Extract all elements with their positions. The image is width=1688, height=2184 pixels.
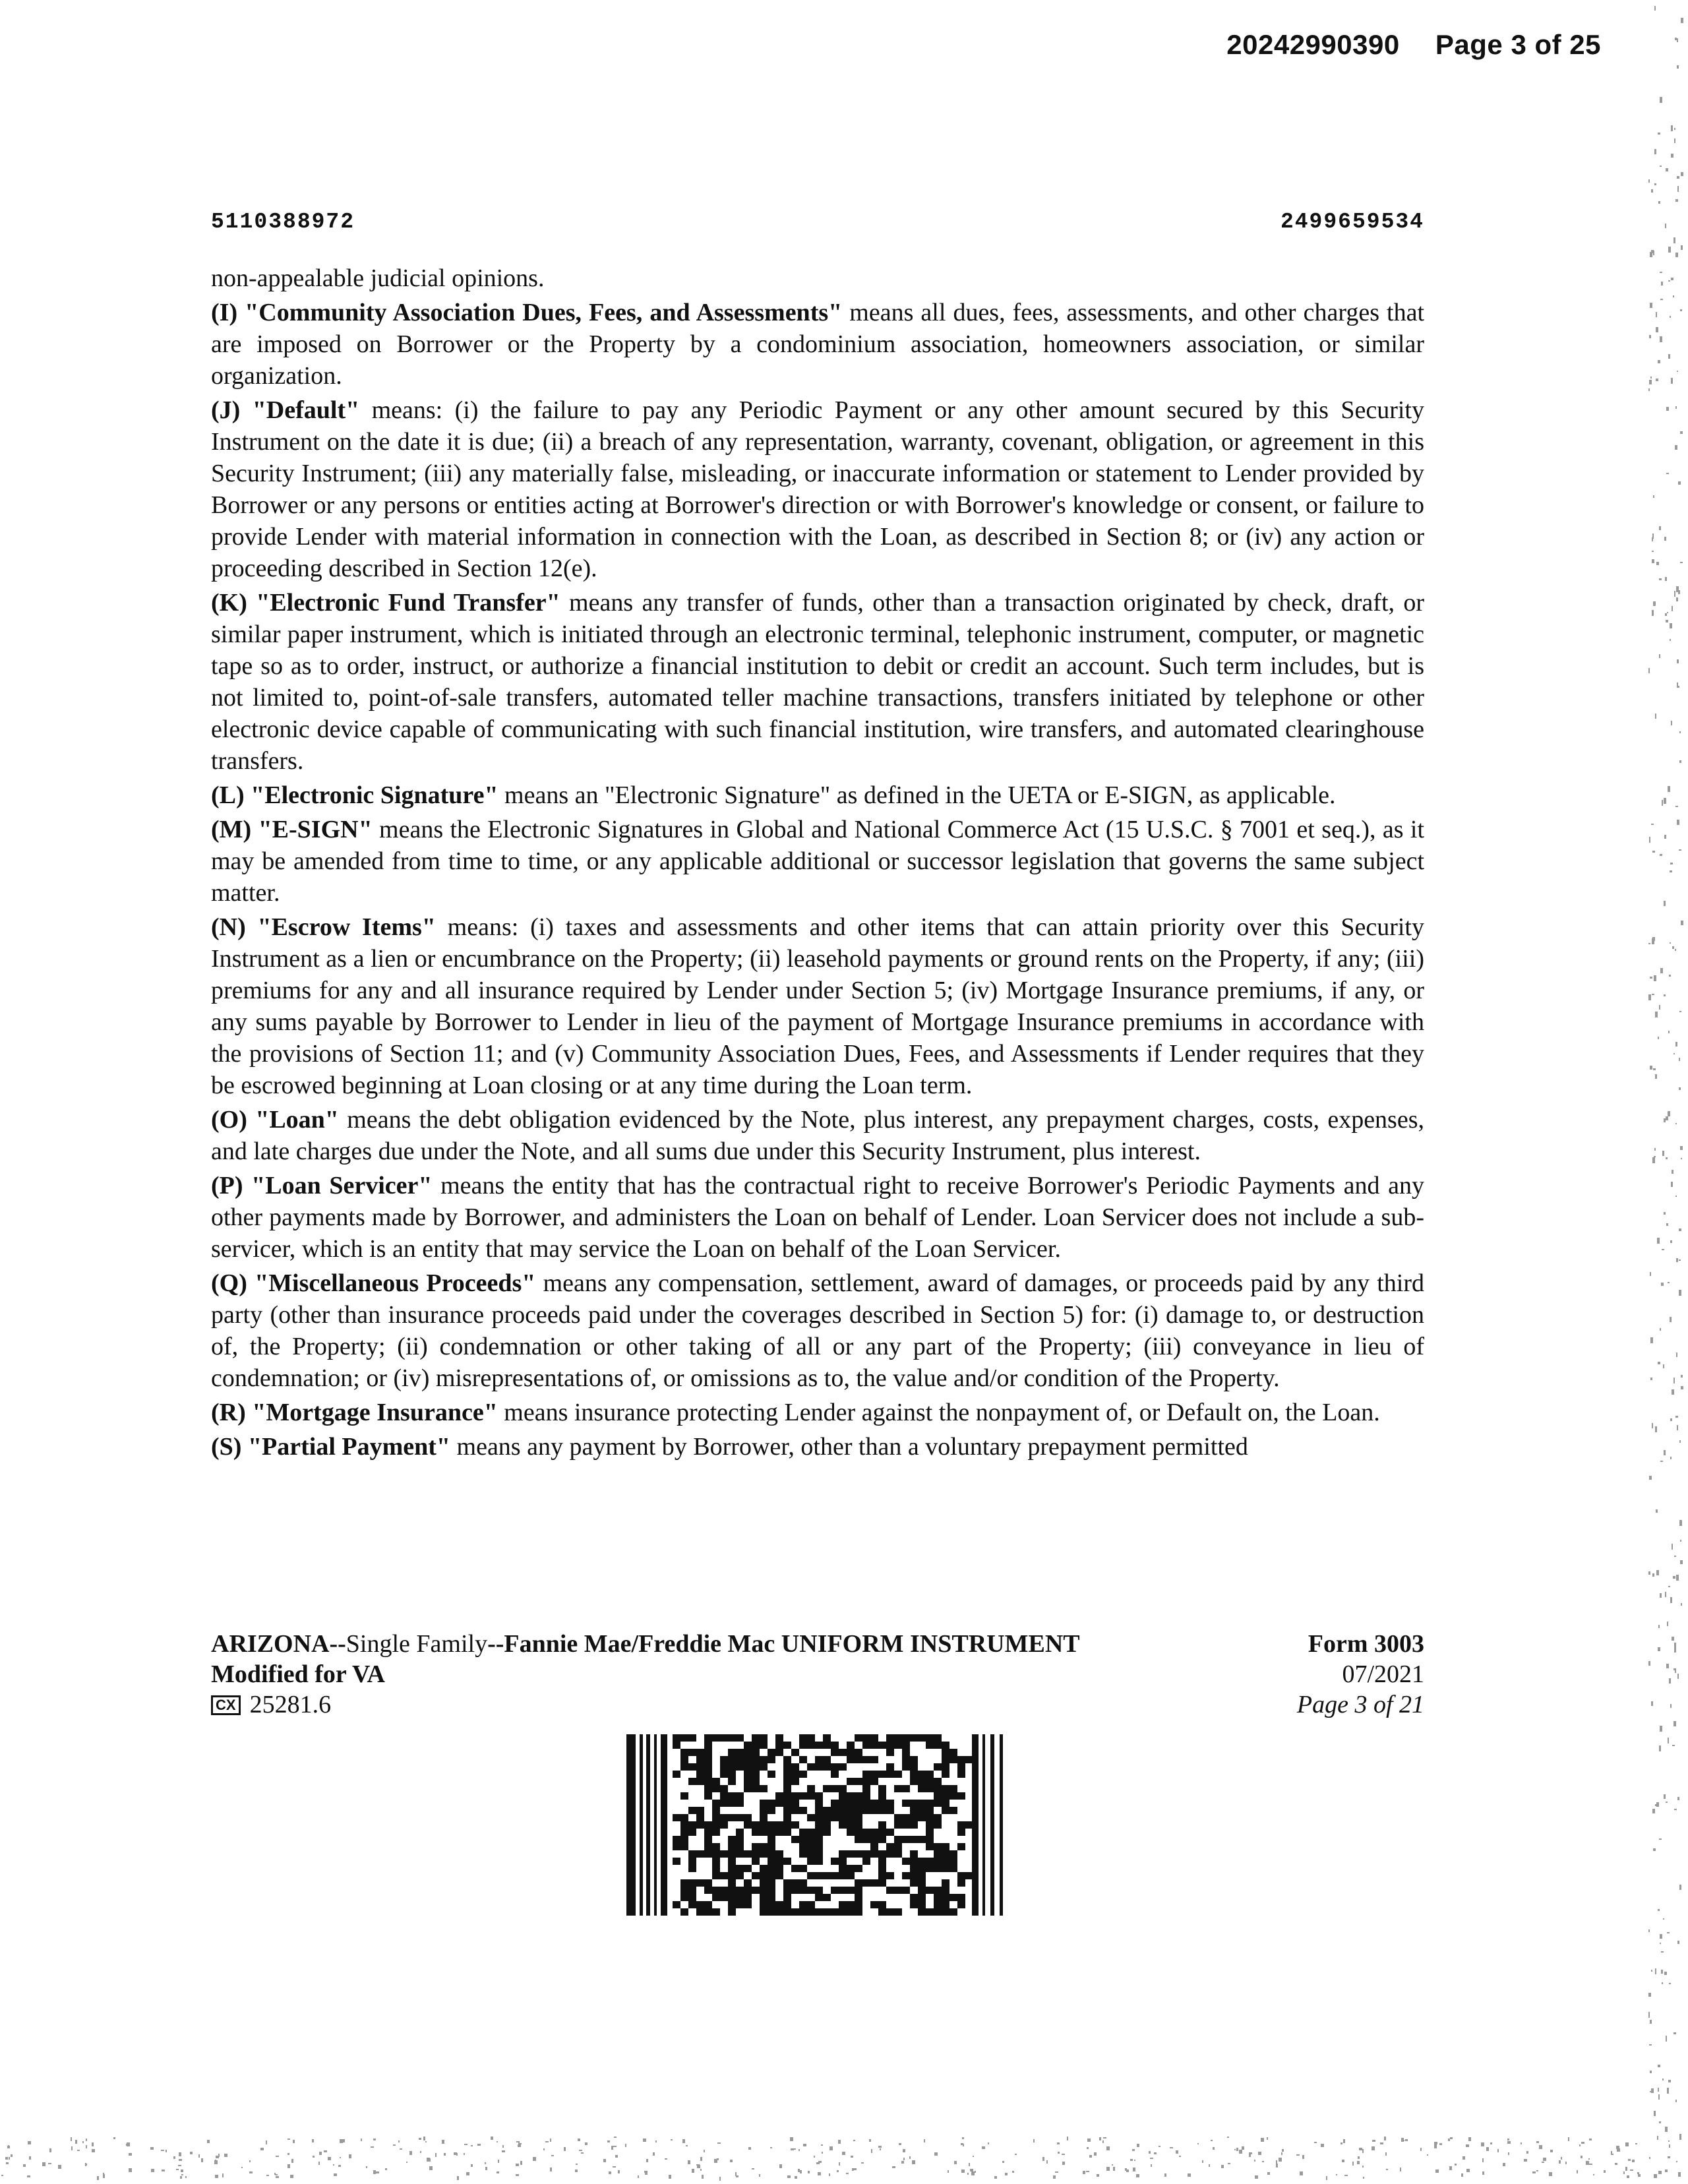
footer-form-date: 07/2021 [1342, 1660, 1424, 1688]
definition-letter: (R) [211, 1399, 246, 1426]
footer-line-1 [211, 1629, 1200, 1659]
loan-id-left: 5110388972 [211, 210, 355, 234]
definition-text: means any compensation, settlement, award of damages, or proceeds paid by any third party (other than insurance proceeds paid under the coverages described in Section 5) for: (i) damage to, or destruction of, the Property; (ii) condemnation or other taking of all or any part of the Property; (iii) conveyance in lieu of condemnation; or (iv) misrepresentations of, or omissions as to, the value and/or condition of the Property. [211, 1269, 1425, 1392]
definition-o [211, 1104, 1424, 1167]
definition-letter: (N) [211, 913, 246, 941]
definition-p [211, 1170, 1424, 1265]
definition-term: "Miscellaneous Proceeds" [255, 1269, 536, 1297]
footer-form-info [1297, 1629, 1424, 1720]
definition-term: "Electronic Signature" [251, 781, 498, 809]
definition-j [211, 394, 1424, 584]
loan-id-right: 2499659534 [1280, 210, 1424, 234]
definition-term: "Mortgage Insurance" [252, 1399, 498, 1426]
definition-letter: (I) [211, 299, 238, 326]
definition-term: "Loan" [255, 1106, 339, 1134]
footer-line-2 [211, 1659, 1200, 1689]
footer-modified: Modified for VA [211, 1660, 385, 1688]
footer-instrument: Fannie Mae/Freddie Mac UNIFORM INSTRUMENT [504, 1630, 1080, 1658]
definition-text: means any transfer of funds, other than a transaction originated by check, draft, or similar paper instrument, which is initiated through an electronic terminal, telephonic instrument, computer, or magnetic tape so as to order, instruct, or authorize a financial institution to debit or credit an account. Such term includes, but is not limited to, point-of-sale transfers, automated teller machine transactions, transfers initiated by telephone or other electronic device capable of communicating with such financial institution, wire transfers, and automated clearinghouse transfers. [211, 589, 1424, 775]
definition-text: means: (i) the failure to pay any Periodic Payment or any other amount secured by this Security Instrument on the date it is due; (ii) a breach of any representation, warranty, covenant, obligation, or agreement in this Security Instrument; (iii) any materially false, misleading, or inaccurate information or statement to Lender provided by Borrower or any persons or entities acting at Borrower's direction or with Borrower's knowledge or consent, or failure to provide Lender with material information in connection with the Loan, as described in Section 8; or (iv) any action or proceeding described in Section 12(e). [211, 396, 1424, 582]
definition-text: means insurance protecting Lender against the nonpayment of, or Default on, the Loan. [497, 1399, 1380, 1426]
footer-state: ARIZONA [211, 1630, 330, 1658]
footer-form-number: Form 3003 [1308, 1630, 1424, 1658]
definition-letter: (K) [211, 589, 247, 617]
recording-header [1226, 29, 1601, 61]
definition-letter: (O) [211, 1106, 247, 1134]
footer-dash: -- [487, 1630, 504, 1658]
definition-q [211, 1267, 1424, 1394]
definition-text: means the entity that has the contractual right to receive Borrower's Periodic Payments and any other payments made by Borrower, and administers the Loan on behalf of Lender. Loan Servicer does not include a sub-servicer, which is an entity that may service the Loan on behalf of the Loan Servicer. [211, 1172, 1424, 1263]
page-label: Page 3 of 25 [1435, 29, 1601, 60]
definition-term: "Escrow Items" [257, 913, 436, 941]
definition-text: means the debt obligation evidenced by the Note, plus interest, any prepayment charges, costs, expenses, and late charges due under the Note, and all sums due under this Security Instrument, plus interest. [211, 1106, 1425, 1165]
definition-text: means the Electronic Signatures in Global and National Commerce Act (15 U.S.C. § 7001 et seq.), as it may be amended from time to time, or any applicable additional or successor legislation that governs the same subject matter. [211, 816, 1425, 907]
definition-letter: (L) [211, 781, 245, 809]
definition-term: "Electronic Fund Transfer" [256, 589, 560, 617]
footer-doc-code: 25281.6 [249, 1691, 332, 1718]
definition-s [211, 1431, 1424, 1463]
definition-term: "Default" [252, 396, 360, 424]
document-body [211, 262, 1424, 1463]
scan-noise-bottom [0, 2137, 1688, 2184]
definition-l [211, 779, 1424, 811]
definition-text: means all dues, fees, assessments, and other charges that are imposed on Borrower or the Property by a condominium association, homeowners association, or similar organization. [211, 299, 1425, 390]
pdf417-barcode-icon [626, 1734, 1009, 1916]
definition-term: "E-SIGN" [258, 816, 373, 843]
footer-dash: -- [329, 1630, 346, 1658]
definition-term: "Partial Payment" [247, 1433, 451, 1461]
definition-letter: (S) [211, 1433, 242, 1461]
definition-i [211, 297, 1424, 392]
definition-letter: (P) [211, 1172, 243, 1199]
continuation-text: non-appealable judicial opinions. [211, 264, 545, 292]
definition-text: means: (i) taxes and assessments and other items that can attain priority over this Security Instrument as a lien or encumbrance on the Property; (ii) leasehold payments or ground rents on the Property, if any; (iii) premiums for any and all insurance required by Lender under Section 5; (iv) Mortgage Insurance premiums, if any, or any sums payable by Borrower to Lender in lieu of the payment of Mortgage Insurance premiums in accordance with the provisions of Section 11; and (v) Community Association Dues, Fees, and Assessments if Lender requires that they be escrowed beginning at Loan closing or at any time during the Loan term. [211, 913, 1424, 1099]
footer-instrument-info [211, 1629, 1200, 1720]
definition-m [211, 814, 1424, 909]
definition-text: means any payment by Borrower, other than a voluntary prepayment permitted [450, 1433, 1248, 1461]
definition-letter: (Q) [211, 1269, 247, 1297]
definition-letter: (J) [211, 396, 241, 424]
definition-r [211, 1397, 1424, 1428]
definition-letter: (M) [211, 816, 252, 843]
definition-term: "Community Association Dues, Fees, and Assessments" [245, 299, 843, 326]
footer-form-page: Page 3 of 21 [1296, 1691, 1424, 1718]
footer-line-3 [211, 1689, 1200, 1720]
definition-k [211, 587, 1424, 777]
definition-text: means an "Electronic Signature" as defined in the UETA or E-SIGN, as applicable. [498, 781, 1336, 809]
definition-term: "Loan Servicer" [251, 1172, 433, 1199]
definition-n [211, 911, 1424, 1101]
recording-number: 20242990390 [1226, 29, 1400, 60]
cx-logo-icon: CX [211, 1695, 241, 1715]
footer-single-family: Single Family [346, 1630, 488, 1658]
scan-noise-right [1648, 0, 1688, 2184]
